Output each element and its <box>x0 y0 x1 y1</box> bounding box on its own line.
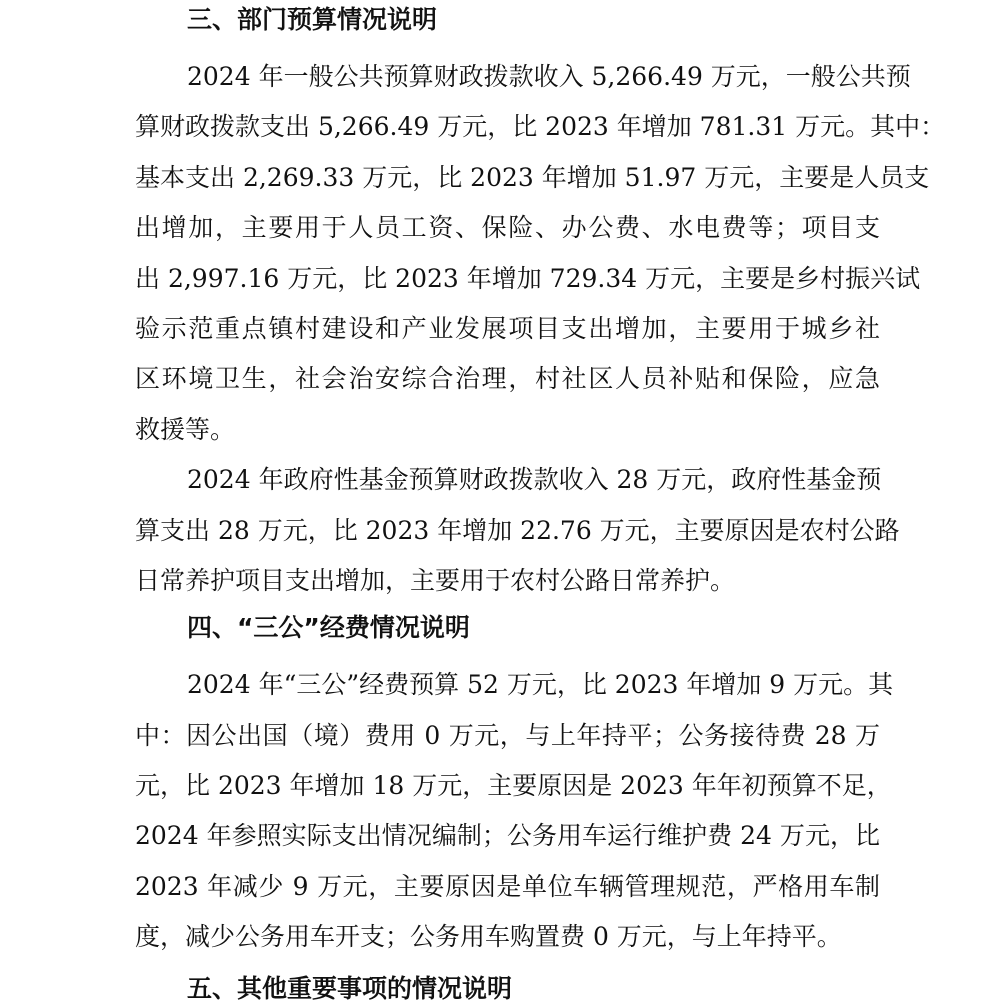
paragraph-line: 区环境卫生，社会治安综合治理，村社区人员补贴和保险，应急 <box>135 364 880 394</box>
paragraph-line: 出 2,997.16 万元，比 2023 年增加 729.34 万元，主要是乡村振兴试 <box>135 263 921 293</box>
paragraph-line: 2024 年政府性基金预算财政拨款收入 28 万元，政府性基金预 <box>187 465 882 495</box>
paragraph-line: 算财政拨款支出 5,266.49 万元，比 2023 年增加 781.31 万元。其中： <box>135 112 946 142</box>
section-heading-3: 三、部门预算情况说明 <box>187 5 438 34</box>
paragraph-line: 日常养护项目支出增加，主要用于农村公路日常养护。 <box>135 565 736 595</box>
paragraph-budget-general <box>135 52 946 455</box>
paragraph-three-public <box>135 660 894 962</box>
section-heading-4: 四、“三公”经费情况说明 <box>187 613 470 643</box>
paragraph-line: 基本支出 2,269.33 万元，比 2023 年增加 51.97 万元，主要是人员支 <box>135 162 930 192</box>
paragraph-line: 2024 年“三公”经费预算 52 万元，比 2023 年增加 9 万元。其 <box>187 670 894 700</box>
paragraph-line: 出增加，主要用于人员工资、保险、办公费、水电费等；项目支 <box>135 213 880 243</box>
paragraph-line: 度，减少公务用车开支；公务用车购置费 0 万元，与上年持平。 <box>135 922 842 952</box>
document-page <box>135 0 946 1007</box>
paragraph-line: 2024 年参照实际支出情况编制；公务用车运行维护费 24 万元，比 <box>135 821 880 851</box>
section-heading-5: 五、其他重要事项的情况说明 <box>187 973 513 1003</box>
paragraph-line: 中：因公出国（境）费用 0 万元，与上年持平；公务接待费 28 万 <box>135 720 880 750</box>
paragraph-line: 2023 年减少 9 万元，主要原因是单位车辆管理规范，严格用车制 <box>135 871 880 901</box>
paragraph-line: 验示范重点镇村建设和产业发展项目支出增加，主要用于城乡社 <box>135 313 880 343</box>
paragraph-line: 元，比 2023 年增加 18 万元，主要原因是 2023 年年初预算不足， <box>135 771 892 801</box>
paragraph-line: 算支出 28 万元，比 2023 年增加 22.76 万元，主要原因是农村公路 <box>135 515 900 545</box>
paragraph-line: 救援等。 <box>135 414 236 444</box>
paragraph-budget-fund <box>135 455 900 606</box>
paragraph-line: 2024 年一般公共预算财政拨款收入 5,266.49 万元，一般公共预 <box>187 62 911 91</box>
